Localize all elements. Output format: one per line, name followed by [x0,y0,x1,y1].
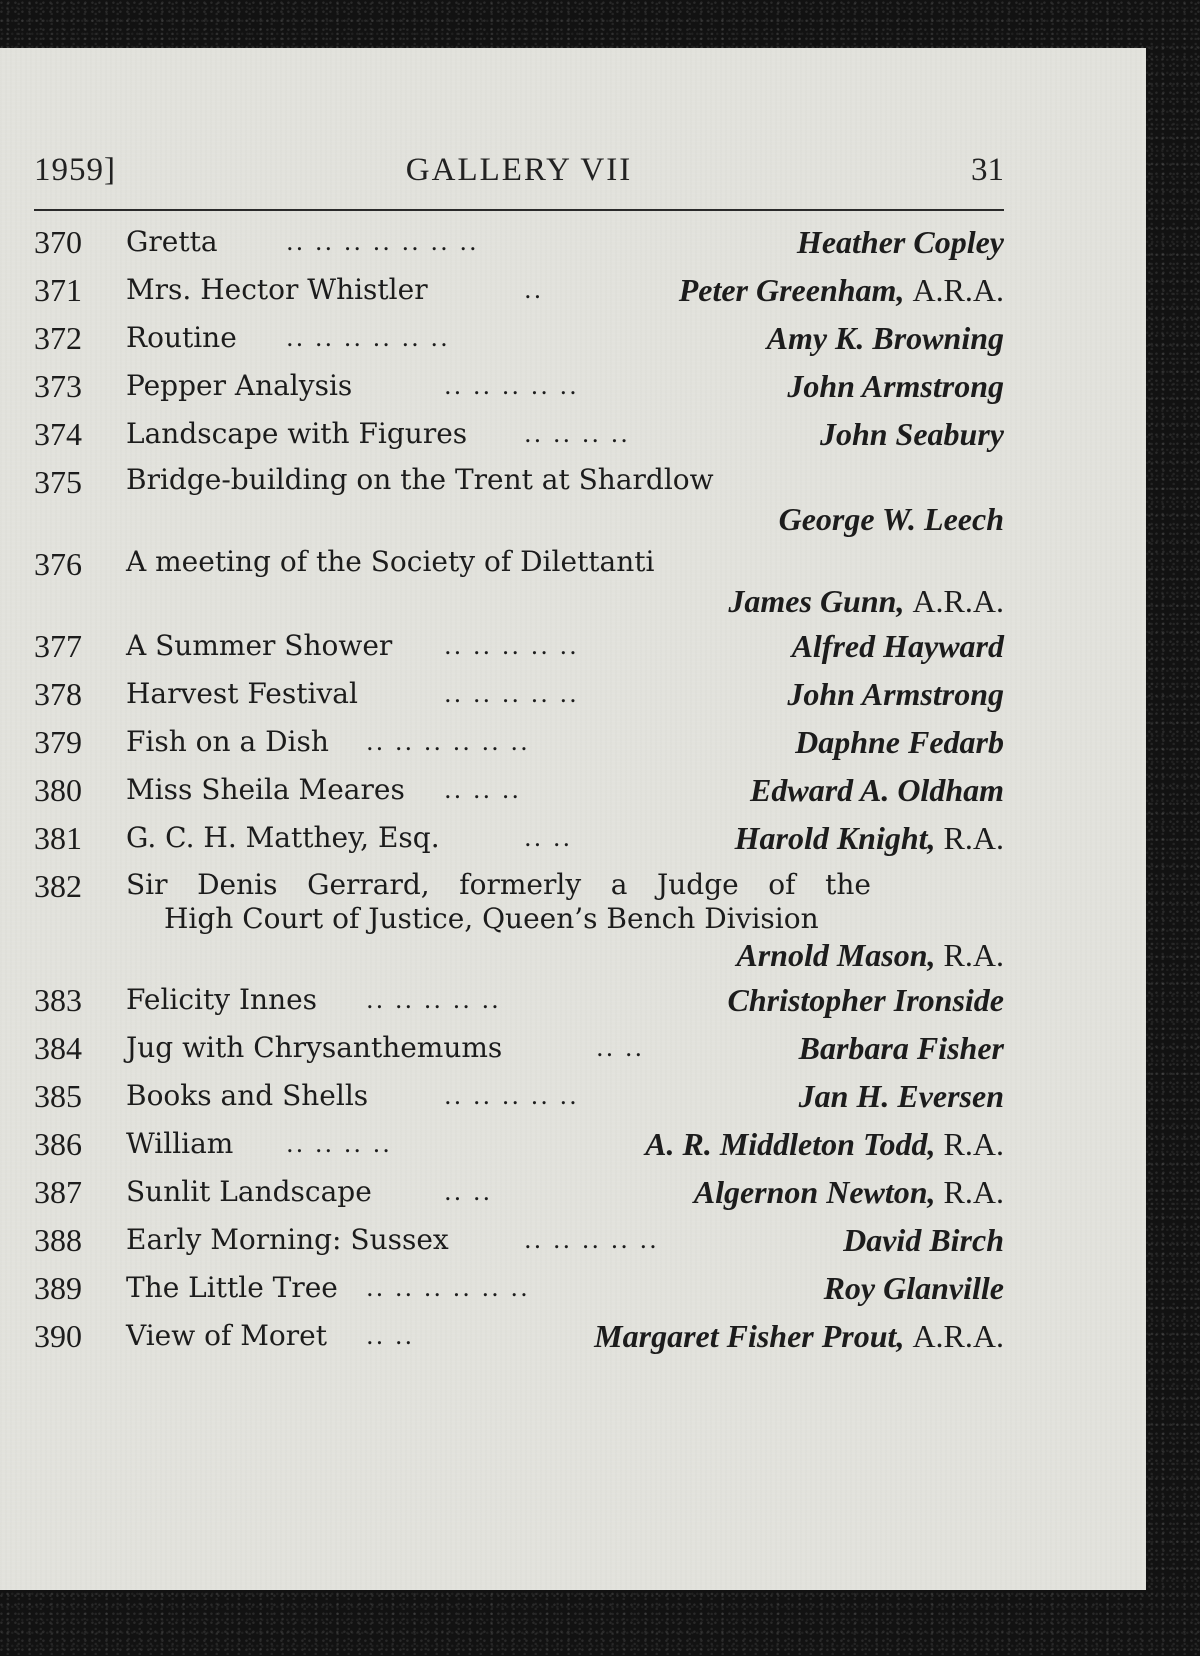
entry-artist: A. R. Middleton Todd, R.A. [645,1126,1004,1162]
entry-number: 372 [34,320,82,356]
page-number: 31 [971,152,1004,188]
list-item [34,362,1004,410]
entry-list [34,218,1004,1360]
dot-leader: .. .. .. .. .. .. [366,728,530,756]
entry-title: Fish on a Dish [126,725,329,758]
list-item [34,1312,1004,1360]
entry-title: The Little Tree [126,1271,338,1304]
entry-title: Harvest Festival [126,677,358,710]
entry-artist: John Armstrong [787,368,1004,404]
entry-artist: Peter Greenham, A.R.A. [678,272,1004,308]
dot-leader: .. .. .. .. .. [444,1082,579,1110]
entry-artist: Heather Copley [796,224,1004,260]
entry-number: 370 [34,224,82,260]
header-year: 1959] [34,152,116,188]
entry-title: Felicity Innes [126,983,318,1016]
entry-number: 379 [34,724,82,760]
dot-leader: .. .. .. .. .. .. .. [286,228,479,256]
dot-leader: .. .. .. .. .. [444,632,579,660]
list-item [34,1024,1004,1072]
page-header [34,152,1004,200]
dot-leader: .. .. .. .. .. [444,680,579,708]
entry-title: Pepper Analysis [126,369,353,402]
entry-title: Routine [126,321,237,354]
entry-number: 386 [34,1126,82,1162]
entry-number: 383 [34,982,82,1018]
entry-number: 373 [34,368,82,404]
entry-title: Books and Shells [126,1079,369,1112]
entry-artist: Christopher Ironside [727,982,1004,1018]
dot-leader: .. .. [366,1322,415,1350]
entry-title: Bridge-building on the Trent at Shardlow [126,463,714,496]
list-item [34,766,1004,814]
entry-artist: John Armstrong [787,676,1004,712]
entry-title: Mrs. Hector Whistler [126,273,428,306]
entry-number: 378 [34,676,82,712]
list-item [34,540,1004,622]
list-item [34,670,1004,718]
dot-leader: .. .. [524,824,573,852]
list-item [34,862,1004,976]
entry-title: William [126,1127,234,1160]
entry-artist: Jan H. Eversen [798,1078,1004,1114]
list-item [34,814,1004,862]
list-item [34,1168,1004,1216]
dot-leader: .. .. [444,1178,493,1206]
list-item [34,410,1004,458]
dot-leader: .. .. .. .. .. [524,1226,659,1254]
entry-artist: Daphne Fedarb [795,724,1004,760]
entry-artist: Amy K. Browning [766,320,1004,356]
dot-leader: .. .. .. .. [524,420,630,448]
entry-title: Early Morning: Sussex [126,1223,449,1256]
catalogue-page [0,48,1146,1590]
list-item [34,1072,1004,1120]
dot-leader: .. .. [596,1034,645,1062]
entry-title: View of Moret [126,1319,327,1352]
list-item [34,976,1004,1024]
dot-leader: .. [524,276,544,304]
entry-artist: Harold Knight, R.A. [734,820,1004,856]
entry-number: 384 [34,1030,82,1066]
list-item [34,266,1004,314]
entry-title: Miss Sheila Meares [126,773,405,806]
dot-leader: .. .. .. [444,776,522,804]
entry-title: Landscape with Figures [126,417,468,450]
entry-number: 388 [34,1222,82,1258]
list-item [34,314,1004,362]
entry-number: 381 [34,820,82,856]
entry-artist: Algernon Newton, R.A. [693,1174,1004,1210]
entry-title-continued: High Court of Justice, Queen’s Bench Division [164,902,819,935]
entry-number: 385 [34,1078,82,1114]
entry-number: 389 [34,1270,82,1306]
list-item [34,458,1004,540]
list-item [34,1264,1004,1312]
dot-leader: .. .. .. .. .. [366,986,501,1014]
dot-leader: .. .. .. .. .. .. [286,324,450,352]
dot-leader: .. .. .. .. .. [444,372,579,400]
entry-title: Sunlit Landscape [126,1175,372,1208]
list-item [34,622,1004,670]
entry-title: Jug with Chrysanthemums [126,1031,503,1064]
entry-number: 387 [34,1174,82,1210]
entry-title: Sir Denis Gerrard, formerly a Judge of the [126,868,871,901]
entry-number: 374 [34,416,82,452]
entry-title: Gretta [126,225,218,258]
entry-number: 376 [34,546,82,582]
entry-number: 380 [34,772,82,808]
dot-leader: .. .. .. .. .. .. [366,1274,530,1302]
entry-artist: Roy Glanville [823,1270,1004,1306]
entry-artist: Alfred Hayward [791,628,1004,664]
entry-artist: Arnold Mason, R.A. [736,937,1004,973]
dot-leader: .. .. .. .. [286,1130,392,1158]
entry-number: 377 [34,628,82,664]
entry-number: 371 [34,272,82,308]
entry-number: 382 [34,868,82,904]
header-rule [34,209,1004,211]
entry-title: A Summer Shower [126,629,393,662]
entry-artist: Barbara Fisher [798,1030,1004,1066]
entry-number: 375 [34,464,82,500]
list-item [34,1120,1004,1168]
list-item [34,218,1004,266]
list-item [34,718,1004,766]
entry-number: 390 [34,1318,82,1354]
entry-title: G. C. H. Matthey, Esq. [126,821,440,854]
entry-artist: Edward A. Oldham [750,772,1004,808]
page-title: GALLERY VII [405,152,633,188]
entry-artist: David Birch [843,1222,1004,1258]
entry-artist: James Gunn, A.R.A. [728,583,1004,619]
list-item [34,1216,1004,1264]
entry-artist: George W. Leech [778,501,1004,537]
entry-artist: John Seabury [819,416,1004,452]
entry-artist: Margaret Fisher Prout, A.R.A. [594,1318,1004,1354]
entry-title: A meeting of the Society of Dilettanti [126,545,655,578]
